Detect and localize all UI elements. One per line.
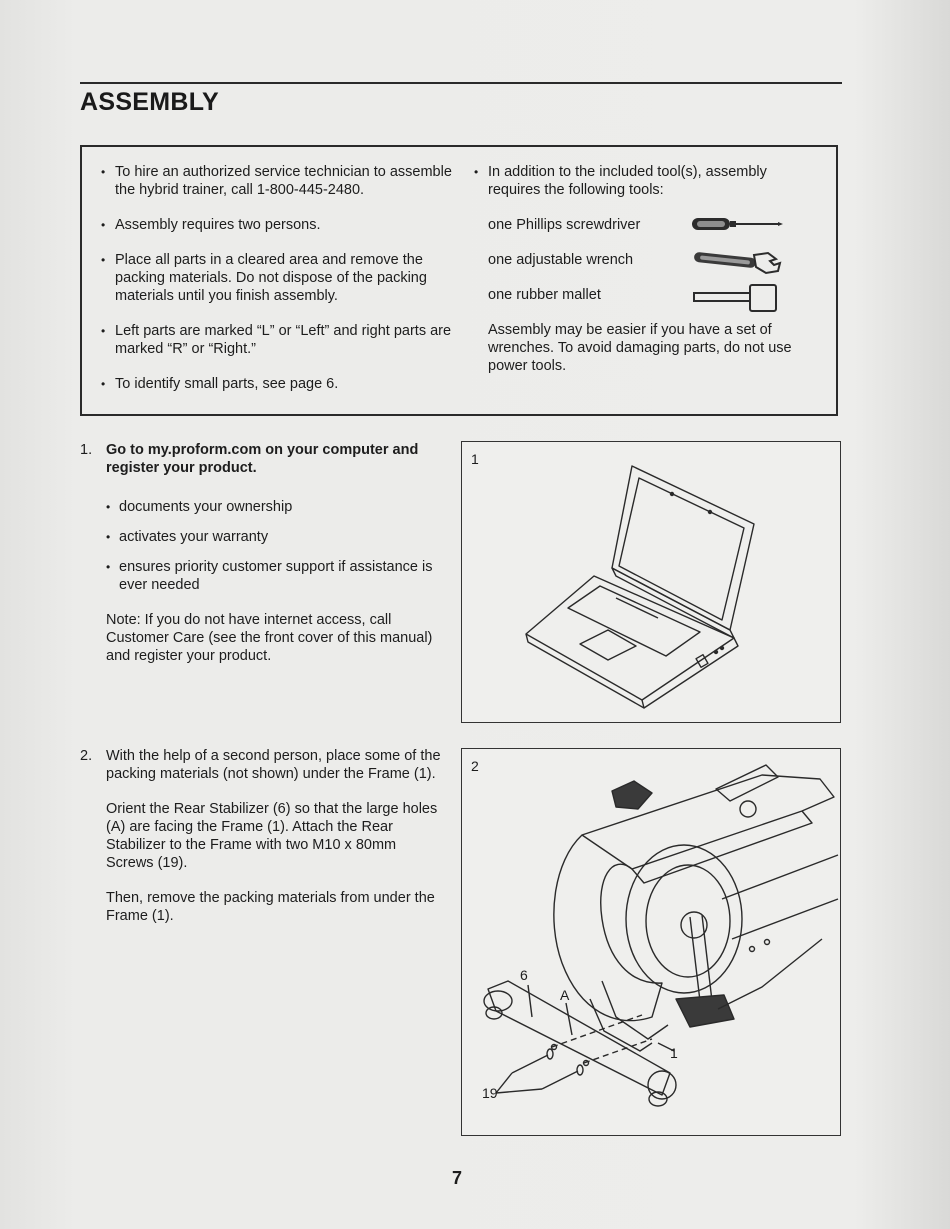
screwdriver-icon	[690, 212, 784, 236]
step-paragraph: Orient the Rear Stabilizer (6) so that the large holes (A) are facing the Frame (1). Attach the Rear Stabilizer to the Frame with two M10 x 80mm Screws (19).	[106, 801, 438, 871]
callout-screws: 19	[482, 1085, 498, 1101]
step-number: 2.	[80, 748, 93, 764]
page-title: ASSEMBLY	[80, 88, 220, 116]
step-paragraph: With the help of a second person, place some of the packing materials (not shown) under the Frame (1).	[106, 748, 441, 782]
info-right-column	[472, 163, 822, 375]
step-bullet: • ensures priority customer support if assistance is ever needed	[106, 558, 446, 594]
figure-2	[461, 748, 841, 1136]
step-heading: Go to my.proform.com on your computer and register your product.	[106, 442, 419, 476]
header-rule	[80, 82, 842, 84]
laptop-icon	[462, 442, 839, 721]
info-left-column	[99, 163, 459, 410]
tool-row-screwdriver	[472, 216, 822, 251]
info-bullet: • Place all parts in a cleared area and remove the packing materials. Do not dispose of the packing materials until you finish assembly.	[99, 251, 459, 305]
tool-label: one adjustable wrench	[488, 252, 634, 268]
figure-number: 2	[471, 758, 479, 774]
figure-1	[461, 441, 841, 723]
wrench-icon	[690, 247, 784, 277]
mallet-icon	[690, 282, 784, 314]
step-bullet: • documents your ownership	[106, 498, 446, 516]
info-bullet: • To hire an authorized service technician to assemble the hybrid trainer, call 1-800-445-2480.	[99, 163, 459, 199]
callout-stabilizer: 6	[520, 967, 528, 983]
tool-row-wrench	[472, 251, 822, 286]
callout-holes: A	[560, 987, 570, 1003]
info-bullet: • Left parts are marked “L” or “Left” and right parts are marked “R” or “Right.”	[99, 322, 459, 358]
figure-number: 1	[471, 451, 479, 467]
callout-frame: 1	[670, 1045, 678, 1061]
info-bullet: • Assembly requires two persons.	[99, 216, 459, 234]
step-body	[106, 441, 446, 665]
step-body	[106, 747, 446, 925]
tools-intro: • In addition to the included tool(s), assembly requires the following tools:	[472, 163, 822, 199]
tool-label: one Phillips screwdriver	[488, 217, 641, 233]
tools-note: Assembly may be easier if you have a set of wrenches. To avoid damaging parts, do not use power tools.	[488, 322, 792, 374]
info-bullet: • To identify small parts, see page 6.	[99, 375, 459, 393]
tool-row-mallet	[472, 286, 822, 321]
step-paragraph: Then, remove the packing materials from under the Frame (1).	[106, 890, 435, 924]
tool-label: one rubber mallet	[488, 287, 601, 303]
page-number: 7	[452, 1168, 463, 1188]
step-note: Note: If you do not have internet access, call Customer Care (see the front cover of this manual) and register your product.	[106, 612, 433, 664]
trainer-frame-illustration	[462, 749, 839, 1134]
step-number: 1.	[80, 442, 93, 458]
step-bullet: • activates your warranty	[106, 528, 446, 546]
